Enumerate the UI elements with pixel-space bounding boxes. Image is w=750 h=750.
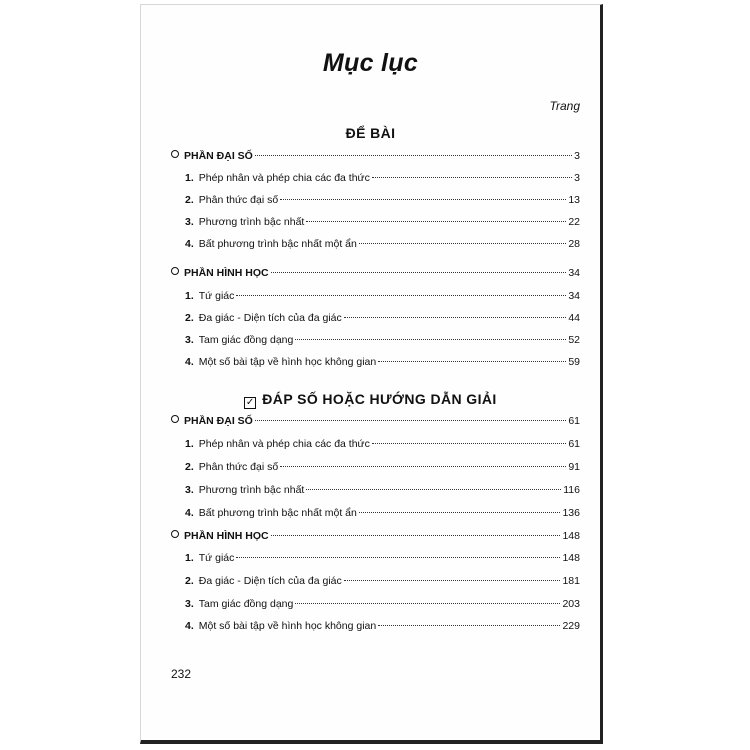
circle-bullet-icon bbox=[171, 150, 179, 158]
toc-item-number: 2. bbox=[185, 312, 194, 324]
toc-item-label: Bất phương trình bậc nhất một ẩn bbox=[198, 507, 357, 519]
toc-page-number: 61 bbox=[568, 415, 580, 427]
toc-item-number: 1. bbox=[185, 552, 194, 564]
toc-page-number: 22 bbox=[568, 216, 580, 228]
dot-leader bbox=[344, 317, 567, 318]
toc-item-row[interactable] bbox=[185, 484, 580, 500]
toc-item-label: Phép nhân và phép chia các đa thức bbox=[198, 438, 370, 450]
dot-leader bbox=[295, 603, 560, 604]
dot-leader bbox=[306, 221, 566, 222]
book-page bbox=[140, 4, 603, 744]
toc-item-row[interactable] bbox=[185, 552, 580, 568]
toc-part-row[interactable] bbox=[171, 415, 580, 431]
dot-leader bbox=[344, 580, 561, 581]
toc-page-number: 136 bbox=[562, 507, 580, 519]
circle-bullet-icon bbox=[171, 415, 179, 423]
checkbox-checked-icon: ✓ bbox=[245, 397, 255, 408]
toc-item-number: 2. bbox=[185, 194, 194, 206]
toc-item-number: 4. bbox=[185, 620, 194, 632]
toc-page-number: 203 bbox=[562, 598, 580, 610]
toc-page-number: 148 bbox=[562, 552, 580, 564]
toc-page-number: 44 bbox=[568, 312, 580, 324]
toc-item-label: Phương trình bậc nhất bbox=[198, 216, 305, 228]
toc-item-number: 3. bbox=[185, 334, 194, 346]
toc-item-row[interactable] bbox=[185, 216, 580, 232]
toc-part-title: PHẦN ĐẠI SỐ bbox=[184, 415, 253, 427]
toc-item-number: 2. bbox=[185, 461, 194, 473]
footer-page-number: 232 bbox=[171, 667, 192, 681]
dot-leader bbox=[378, 625, 560, 626]
toc-item-row[interactable] bbox=[185, 507, 580, 523]
toc-item-row[interactable] bbox=[185, 575, 580, 591]
toc-page-number: 34 bbox=[568, 290, 580, 302]
toc-item-number: 1. bbox=[185, 172, 194, 184]
toc-page-number: 34 bbox=[568, 267, 580, 279]
toc-item-number: 3. bbox=[185, 216, 194, 228]
toc-item-row[interactable] bbox=[185, 334, 580, 350]
toc-item-row[interactable] bbox=[185, 356, 580, 372]
toc-item-row[interactable] bbox=[185, 290, 580, 306]
dot-leader bbox=[359, 243, 566, 244]
toc-item-label: Một số bài tập về hình học không gian bbox=[198, 620, 377, 632]
toc-item-number: 3. bbox=[185, 598, 194, 610]
toc-item-number: 1. bbox=[185, 438, 194, 450]
toc-item-label: Tam giác đồng dạng bbox=[198, 334, 294, 346]
dot-leader bbox=[280, 466, 566, 467]
toc-page-number: 148 bbox=[562, 530, 580, 542]
toc-page-number: 229 bbox=[562, 620, 580, 632]
section-heading-text: ĐÁP SỐ HOẶC HƯỚNG DẪN GIẢI bbox=[262, 391, 497, 407]
toc-item-label: Phân thức đại số bbox=[198, 461, 279, 473]
toc-item-number: 1. bbox=[185, 290, 194, 302]
toc-item-row[interactable] bbox=[185, 461, 580, 477]
toc-item-label: Tứ giác bbox=[198, 290, 235, 302]
toc-part-row[interactable] bbox=[171, 150, 580, 166]
dot-leader bbox=[372, 443, 566, 444]
toc-page-number: 116 bbox=[563, 484, 580, 496]
toc-item-label: Tứ giác bbox=[198, 552, 235, 564]
toc-part-title: PHẦN HÌNH HỌC bbox=[184, 267, 269, 279]
toc-item-label: Một số bài tập về hình học không gian bbox=[198, 356, 377, 368]
toc-page-number: 52 bbox=[568, 334, 580, 346]
dot-leader bbox=[378, 361, 566, 362]
toc-item-row[interactable] bbox=[185, 194, 580, 210]
toc-item-row[interactable] bbox=[185, 598, 580, 614]
toc-item-label: Phân thức đại số bbox=[198, 194, 279, 206]
toc-page-number: 28 bbox=[568, 238, 580, 250]
dot-leader bbox=[295, 339, 566, 340]
toc-page-number: 13 bbox=[568, 194, 580, 206]
section-heading-text: ĐỂ BÀI bbox=[345, 125, 396, 141]
toc-part-title: PHẦN ĐẠI SỐ bbox=[184, 150, 253, 162]
dot-leader bbox=[271, 272, 567, 273]
toc-page-number: 3 bbox=[574, 172, 580, 184]
toc-page-number: 3 bbox=[574, 150, 580, 162]
toc-item-label: Đa giác - Diện tích của đa giác bbox=[198, 575, 342, 587]
dot-leader bbox=[236, 557, 560, 558]
toc-item-number: 4. bbox=[185, 507, 194, 519]
toc-item-label: Phép nhân và phép chia các đa thức bbox=[198, 172, 370, 184]
dot-leader bbox=[372, 177, 572, 178]
toc-item-row[interactable] bbox=[185, 620, 580, 636]
toc-item-number: 4. bbox=[185, 356, 194, 368]
toc-part-title: PHẦN HÌNH HỌC bbox=[184, 530, 269, 542]
toc-item-number: 3. bbox=[185, 484, 194, 496]
toc-item-label: Đa giác - Diện tích của đa giác bbox=[198, 312, 342, 324]
toc-item-number: 4. bbox=[185, 238, 194, 250]
toc-item-label: Phương trình bậc nhất bbox=[198, 484, 305, 496]
toc-part-row[interactable] bbox=[171, 267, 580, 283]
toc-page-number: 91 bbox=[568, 461, 580, 473]
toc-item-row[interactable] bbox=[185, 312, 580, 328]
toc-page-number: 61 bbox=[568, 438, 580, 450]
circle-bullet-icon bbox=[171, 267, 179, 275]
dot-leader bbox=[280, 199, 566, 200]
toc-item-row[interactable] bbox=[185, 438, 580, 454]
dot-leader bbox=[271, 535, 561, 536]
section-heading-de-bai bbox=[141, 125, 600, 141]
dot-leader bbox=[255, 155, 572, 156]
page-title: Mục lục bbox=[322, 49, 419, 77]
toc-item-label: Bất phương trình bậc nhất một ẩn bbox=[198, 238, 357, 250]
toc-page-number: 59 bbox=[568, 356, 580, 368]
toc-item-row[interactable] bbox=[185, 172, 580, 188]
dot-leader bbox=[255, 420, 566, 421]
dot-leader bbox=[306, 489, 561, 490]
circle-bullet-icon bbox=[171, 530, 179, 538]
dot-leader bbox=[359, 512, 561, 513]
page-column-label: Trang bbox=[549, 99, 580, 113]
toc-item-label: Tam giác đồng dạng bbox=[198, 598, 294, 610]
toc-page-number: 181 bbox=[562, 575, 580, 587]
toc-part-row[interactable] bbox=[171, 530, 580, 546]
section-heading-dap-so bbox=[141, 391, 600, 408]
toc-item-number: 2. bbox=[185, 575, 194, 587]
toc-item-row[interactable] bbox=[185, 238, 580, 254]
dot-leader bbox=[236, 295, 566, 296]
